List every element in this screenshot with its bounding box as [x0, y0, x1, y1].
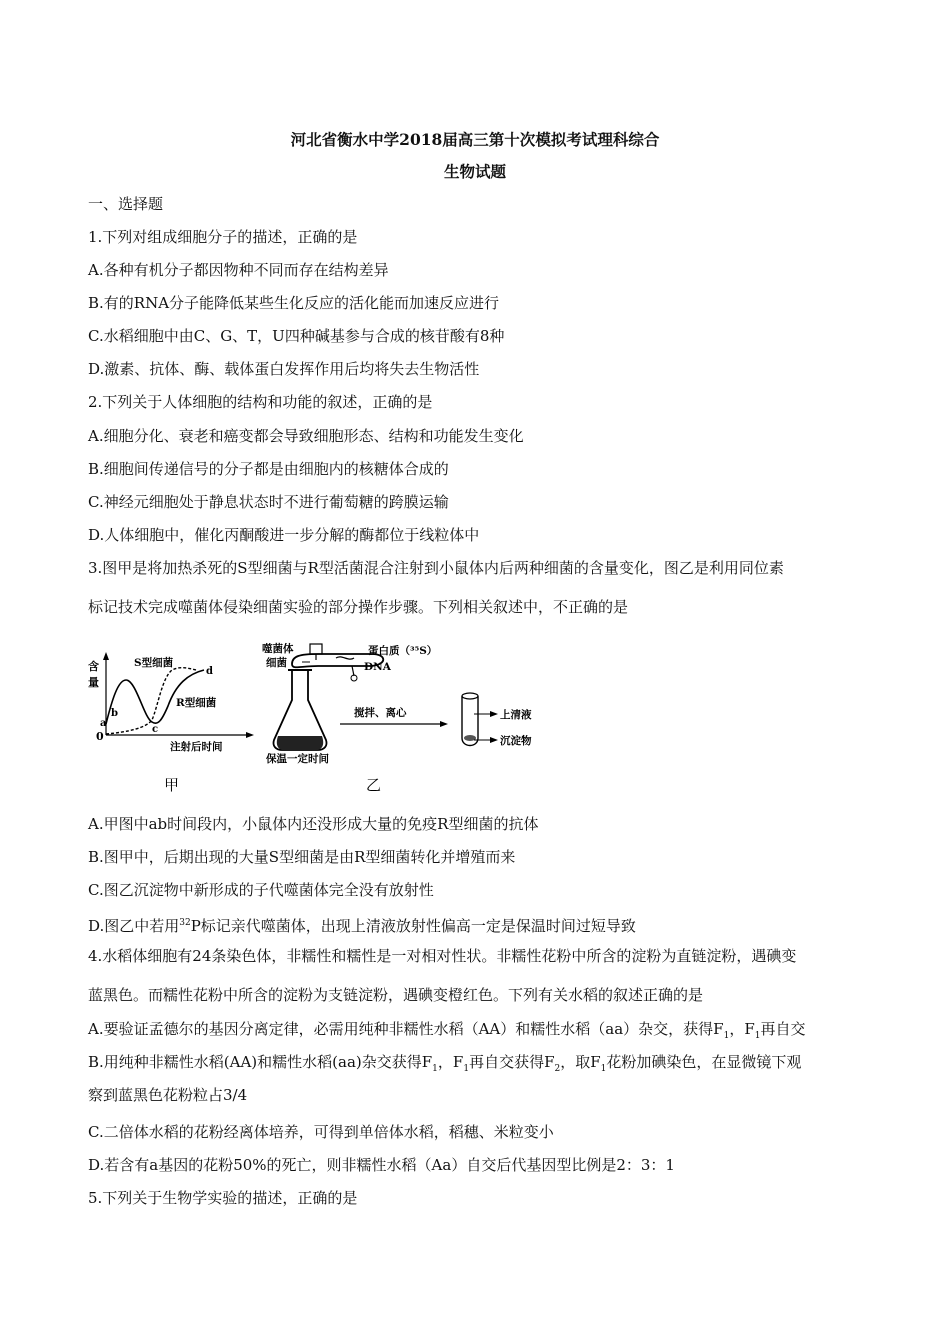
yi-sediment-label: 沉淀物: [500, 735, 532, 747]
yi-protein-label: 蛋白质（³⁵S）: [368, 645, 438, 657]
document-title: 河北省衡水中学2018届高三第十次模拟考试理科综合: [290, 130, 660, 149]
question-3-stem-line-1: 3.图甲是将加热杀死的S型细菌与R型活菌混合注射到小鼠体内后两种细菌的含量变化，图乙是利用同位素: [88, 559, 784, 577]
question-4-option-b-cont: 察到蓝黑色花粉粒占3/4: [88, 1086, 248, 1104]
jia-origin: 0: [96, 730, 104, 743]
jia-y-axis-arrow: [103, 652, 109, 660]
yi-phage-head: [310, 644, 322, 654]
question-2-option-d: D.人体细胞中，催化丙酮酸进一步分解的酶都位于线粒体中: [88, 526, 480, 544]
yi-process-label: 搅拌、离心: [354, 707, 407, 719]
document-subtitle: 生物试题: [443, 162, 506, 181]
question-1-option-c: C.水稻细胞中由C、G、T，U四种碱基参与合成的核苷酸有8种: [88, 327, 505, 345]
question-2-option-b: B.细胞间传递信号的分子都是由细胞内的核糖体合成的: [88, 460, 449, 478]
yi-dna-strand: [336, 657, 354, 659]
jia-caption: 甲: [164, 777, 180, 794]
question-1-option-d: D.激素、抗体、酶、载体蛋白发挥作用后均将失去生物活性: [88, 360, 480, 378]
yi-dna-label: DNA: [364, 661, 391, 673]
question-3-option-c: C.图乙沉淀物中新形成的子代噬菌体完全没有放射性: [88, 881, 434, 899]
question-4-option-a: A.要验证孟德尔的基因分离定律，必需用纯种非糯性水稻（AA）和糯性水稻（aa）杂交，获得$F_1$，$F_1$再自交: [88, 1020, 806, 1041]
yi-phage-label: 噬菌体: [262, 643, 294, 655]
question-4-option-b: B.用纯种非糯性水稻(AA)和糯性水稻(aa)杂交获得$F_1$，$F_1$再自交获得$F_2$，取$F_1$花粉加碘染色，在显微镜下观: [88, 1053, 802, 1074]
jia-point-a: a: [100, 718, 107, 729]
jia-r-label: R型细菌: [176, 697, 217, 709]
jia-point-c: c: [152, 724, 159, 735]
jia-ylabel-1: 含: [88, 660, 99, 673]
question-4-option-d: D.若含有a基因的花粉50%的死亡，则非糯性水稻（Aa）自交后代基因型比例是2：3：1: [88, 1156, 675, 1174]
question-3-option-b: B.图甲中，后期出现的大量S型细菌是由R型细菌转化并增殖而来: [88, 848, 516, 866]
figure-yi: [262, 640, 562, 800]
question-1-option-a: A.各种有机分子都因物种不同而存在结构差异: [88, 261, 389, 279]
figure-jia: [88, 640, 258, 800]
question-4-stem-line-1: 4.水稻体细胞有24条染色体，非糯性和糯性是一对相对性状。非糯性花粉中所含的淀粉为直链淀粉，遇碘变: [88, 947, 797, 965]
question-4-option-c: C.二倍体水稻的花粉经离体培养，可得到单倍体水稻，稻穗、米粒变小: [88, 1123, 554, 1141]
jia-ylabel-2: 量: [88, 676, 99, 689]
yi-flask-liquid: [277, 736, 323, 750]
jia-point-b: b: [111, 708, 118, 719]
jia-s-label: S型细菌: [134, 657, 174, 669]
question-1-stem: 1.下列对组成细胞分子的描述，正确的是: [88, 228, 358, 246]
question-2-option-c: C.神经元细胞处于静息状态时不进行葡萄糖的跨膜运输: [88, 493, 449, 511]
yi-supernatant-label: 上清液: [500, 709, 532, 721]
question-1-option-b: B.有的RNA分子能降低某些生化反应的活化能而加速反应进行: [88, 294, 500, 312]
question-3-option-a: A.甲图中ab时间段内，小鼠体内还没形成大量的免疫R型细菌的抗体: [88, 815, 539, 833]
jia-xlabel: 注射后时间: [170, 741, 223, 753]
jia-point-d: d: [206, 666, 213, 677]
yi-incubate-label: 保温一定时间: [266, 753, 329, 765]
question-5-stem: 5.下列关于生物学实验的描述，正确的是: [88, 1189, 358, 1207]
question-4-stem-line-2: 蓝黑色。而糯性花粉中所含的淀粉为支链淀粉，遇碘变橙红色。下列有关水稻的叙述正确的是: [88, 986, 704, 1004]
yi-bacteria-label: 细菌: [266, 657, 287, 669]
question-2-option-a: A.细胞分化、衰老和癌变都会导致细胞形态、结构和功能发生变化: [88, 427, 524, 445]
section-heading: 一、选择题: [88, 195, 164, 213]
yi-caption: 乙: [366, 777, 382, 794]
question-3-option-d: D.图乙中若用$^{32}$P标记亲代噬菌体，出现上清液放射性偏高一定是保温时间过短导致: [88, 917, 636, 935]
jia-x-axis-arrow: [246, 732, 254, 738]
question-3-stem-line-2: 标记技术完成噬菌体侵染细菌实验的部分操作步骤。下列相关叙述中，不正确的是: [88, 598, 629, 616]
question-2-stem: 2.下列关于人体细胞的结构和功能的叙述，正确的是: [88, 393, 433, 411]
